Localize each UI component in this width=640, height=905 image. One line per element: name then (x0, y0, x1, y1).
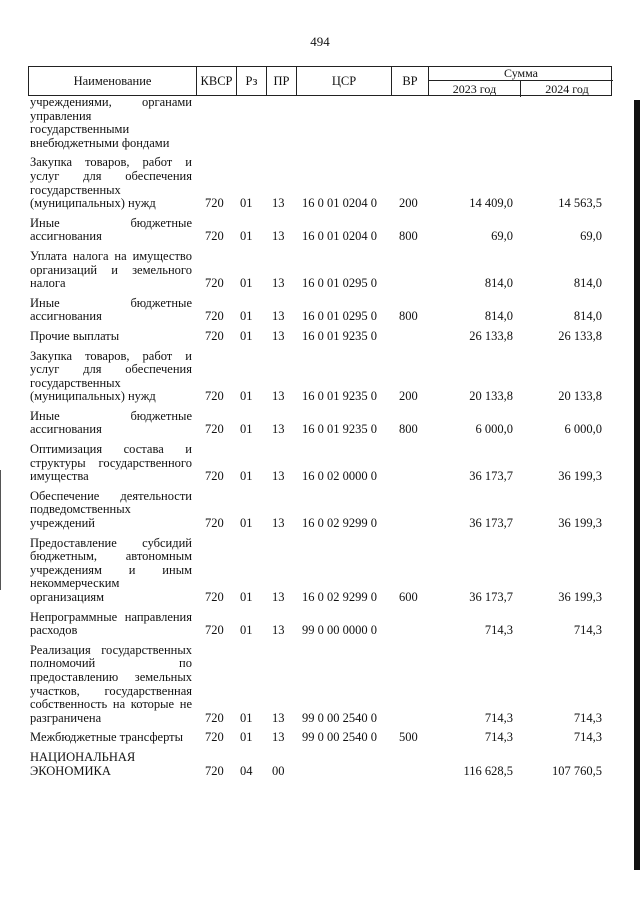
row-name-line: Иные бюджетные (30, 215, 192, 230)
cell-s2023: 14 409,0 (469, 196, 513, 211)
cell-csr: 16 0 01 0295 0 (302, 309, 377, 324)
row-name-line: учреждениям и иным (30, 562, 192, 577)
row-name-line: Непрограммные направления (30, 609, 192, 624)
row-name (28, 611, 192, 638)
table-row (28, 297, 612, 324)
cell-kvsr: 720 (205, 276, 224, 291)
cell-s2023: 36 173,7 (469, 469, 513, 484)
row-name (28, 490, 192, 531)
cell-s2023: 36 173,7 (469, 516, 513, 531)
row-name (28, 217, 192, 244)
row-name-line: услуг для обеспечения (30, 168, 192, 183)
table-row (28, 731, 612, 745)
cell-vr: 800 (399, 229, 418, 244)
row-name-line: услуг для обеспечения (30, 362, 192, 377)
cell-vr: 200 (399, 389, 418, 404)
row-name-line: ассигнования (30, 229, 102, 244)
cell-rz: 04 (240, 763, 253, 778)
cell-kvsr: 720 (205, 730, 224, 745)
cell-s2023: 116 628,5 (463, 763, 513, 778)
cell-s2023: 714,3 (484, 623, 513, 638)
row-name-line: организациям (30, 590, 105, 604)
row-name-line: управления (30, 108, 92, 123)
cell-rz: 01 (240, 730, 253, 745)
header-csr: ЦСР (297, 67, 392, 95)
row-name-line: расходов (30, 623, 78, 638)
cell-csr: 99 0 00 0000 0 (302, 623, 377, 638)
row-name-line: Иные бюджетные (30, 295, 192, 310)
page-number: 494 (310, 34, 330, 49)
row-name-line: Оптимизация состава и (30, 442, 192, 457)
cell-rz: 01 (240, 422, 253, 437)
cell-csr: 16 0 01 9235 0 (302, 422, 377, 437)
cell-s2024: 714,3 (573, 623, 602, 638)
cell-s2023: 69,0 (491, 229, 513, 244)
table-row (28, 350, 612, 404)
header-vr: ВР (392, 67, 429, 95)
table-row (28, 537, 612, 605)
cell-rz: 01 (240, 389, 253, 404)
cell-rz: 01 (240, 328, 253, 343)
cell-s2023: 36 173,7 (469, 590, 513, 604)
table-row (28, 611, 612, 638)
cell-csr: 16 0 01 9235 0 (302, 328, 377, 343)
table-row (28, 250, 612, 291)
row-name-line: учреждений (30, 516, 95, 531)
row-name-line: учреждениями, органами (30, 95, 192, 109)
cell-rz: 01 (240, 710, 253, 725)
cell-csr: 16 0 01 9235 0 (302, 389, 377, 404)
row-name-line: бюджетным, автономным (30, 549, 192, 564)
cell-vr: 600 (399, 590, 418, 604)
cell-kvsr: 720 (205, 710, 224, 725)
cell-rz: 01 (240, 590, 253, 604)
cell-pr: 13 (272, 623, 285, 638)
cell-s2024: 814,0 (573, 276, 602, 291)
row-name-line: имущества (30, 469, 89, 484)
header-year-2023: 2023 год (429, 81, 521, 97)
scan-edge (634, 100, 640, 870)
header-year-2024: 2024 год (545, 81, 589, 96)
cell-s2023: 20 133,8 (469, 389, 513, 404)
cell-pr: 13 (272, 469, 285, 484)
cell-kvsr: 720 (205, 516, 224, 531)
row-name-line: налога (30, 276, 66, 291)
cell-csr: 16 0 02 0000 0 (302, 469, 377, 484)
row-name-line: Реализация государственных (30, 642, 192, 657)
row-name-line: Обеспечение деятельности (30, 488, 192, 503)
cell-kvsr: 720 (205, 389, 224, 404)
row-name-line: полномочий по (30, 656, 192, 671)
table-row (28, 490, 612, 531)
cell-s2024: 20 133,8 (558, 389, 602, 404)
cell-s2023: 814,0 (484, 276, 513, 291)
row-name (28, 350, 192, 404)
cell-kvsr: 720 (205, 469, 224, 484)
cell-csr: 16 0 01 0204 0 (302, 196, 377, 211)
cell-csr: 16 0 01 0295 0 (302, 276, 377, 291)
cell-s2024: 714,3 (573, 710, 602, 725)
cell-rz: 01 (240, 196, 253, 211)
row-name-line: Закупка товаров, работ и (30, 348, 192, 363)
table-row (28, 217, 612, 244)
cell-kvsr: 720 (205, 196, 224, 211)
row-name-line: государственных (30, 375, 121, 390)
cell-pr: 13 (272, 710, 285, 725)
row-name (28, 410, 192, 437)
cell-s2024: 36 199,3 (558, 516, 602, 531)
table-row (28, 644, 612, 726)
cell-rz: 01 (240, 276, 253, 291)
cell-pr: 13 (272, 590, 285, 604)
cell-s2024: 14 563,5 (558, 196, 602, 211)
cell-s2023: 714,3 (484, 710, 513, 725)
cell-kvsr: 720 (205, 422, 224, 437)
row-name (28, 751, 192, 778)
row-name-line: участков, государственная (30, 683, 192, 698)
row-name-line: государственных (30, 182, 121, 197)
cell-csr: 16 0 02 9299 0 (302, 590, 377, 604)
cell-s2024: 714,3 (573, 730, 602, 745)
cell-s2023: 814,0 (484, 309, 513, 324)
cell-pr: 13 (272, 196, 285, 211)
row-name-line: Уплата налога на имущество (30, 248, 192, 263)
row-name (28, 644, 192, 726)
cell-pr: 13 (272, 516, 285, 531)
cell-pr: 00 (272, 763, 285, 778)
table-row (28, 443, 612, 484)
cell-s2024: 69,0 (580, 229, 602, 244)
row-name-line: ассигнования (30, 309, 102, 324)
row-name-line: (муниципальных) нужд (30, 196, 156, 211)
row-name (28, 156, 192, 210)
row-name-line: НАЦИОНАЛЬНАЯ (30, 749, 136, 764)
table-row (28, 410, 612, 437)
row-name-line: Предоставление субсидий (30, 535, 192, 550)
cell-kvsr: 720 (205, 328, 224, 343)
table-row (28, 96, 612, 150)
cell-kvsr: 720 (205, 623, 224, 638)
cell-s2024: 36 199,3 (558, 590, 602, 604)
cell-csr: 99 0 00 2540 0 (302, 710, 377, 725)
row-name-line: предоставлению земельных (30, 669, 192, 684)
cell-rz: 01 (240, 623, 253, 638)
cell-kvsr: 720 (205, 590, 224, 604)
cell-vr: 800 (399, 309, 418, 324)
row-name (28, 731, 192, 745)
scan-mark (0, 470, 1, 590)
cell-vr: 800 (399, 422, 418, 437)
row-name-line: Межбюджетные трансферты (30, 730, 184, 745)
row-name-line: подведомственных (30, 502, 131, 517)
row-name (28, 96, 192, 150)
cell-kvsr: 720 (205, 229, 224, 244)
cell-s2023: 6 000,0 (475, 422, 513, 437)
cell-s2023: 714,3 (484, 730, 513, 745)
cell-rz: 01 (240, 516, 253, 531)
row-name-line: государственными (30, 122, 130, 137)
table-row (28, 751, 612, 778)
row-name (28, 250, 192, 291)
cell-pr: 13 (272, 309, 285, 324)
table-row (28, 330, 612, 344)
row-name-line: (муниципальных) нужд (30, 389, 156, 404)
row-name (28, 537, 192, 605)
cell-s2023: 26 133,8 (469, 328, 513, 343)
cell-s2024: 814,0 (573, 309, 602, 324)
row-name-line: структуры государственного (30, 455, 192, 470)
cell-kvsr: 720 (205, 309, 224, 324)
cell-s2024: 107 760,5 (552, 763, 602, 778)
table-header (28, 66, 612, 96)
cell-s2024: 26 133,8 (558, 328, 602, 343)
row-name-line: ассигнования (30, 422, 102, 437)
row-name-line: некоммерческим (30, 576, 120, 591)
cell-csr: 99 0 00 2540 0 (302, 730, 377, 745)
cell-pr: 13 (272, 389, 285, 404)
header-name: Наименование (29, 67, 197, 95)
cell-csr: 16 0 02 9299 0 (302, 516, 377, 531)
cell-s2024: 6 000,0 (564, 422, 602, 437)
table-row (28, 156, 612, 210)
cell-pr: 13 (272, 730, 285, 745)
row-name-line: собственность на которые не (30, 697, 192, 712)
cell-pr: 13 (272, 229, 285, 244)
cell-kvsr: 720 (205, 763, 224, 778)
row-name-line: разграничена (30, 710, 102, 725)
header-sum: Сумма (429, 67, 613, 81)
cell-vr: 200 (399, 196, 418, 211)
row-name-line: Иные бюджетные (30, 408, 192, 423)
row-name-line: ЭКОНОМИКА (30, 763, 111, 778)
row-name (28, 330, 192, 344)
row-name-line: организаций и земельного (30, 262, 192, 277)
header-pr: ПР (267, 67, 297, 95)
cell-s2024: 36 199,3 (558, 469, 602, 484)
cell-pr: 13 (272, 276, 285, 291)
cell-rz: 01 (240, 309, 253, 324)
cell-pr: 13 (272, 328, 285, 343)
table-body (28, 96, 612, 784)
row-name (28, 443, 192, 484)
cell-pr: 13 (272, 422, 285, 437)
row-name-line: Закупка товаров, работ и (30, 155, 192, 170)
row-name-line: внебюджетными фондами (30, 135, 170, 150)
cell-csr: 16 0 01 0204 0 (302, 229, 377, 244)
row-name-line: Прочие выплаты (30, 328, 120, 343)
cell-vr: 500 (399, 730, 418, 745)
header-kvsr: КВСР (197, 67, 237, 95)
cell-rz: 01 (240, 469, 253, 484)
row-name (28, 297, 192, 324)
cell-rz: 01 (240, 229, 253, 244)
header-rz: Рз (237, 67, 267, 95)
